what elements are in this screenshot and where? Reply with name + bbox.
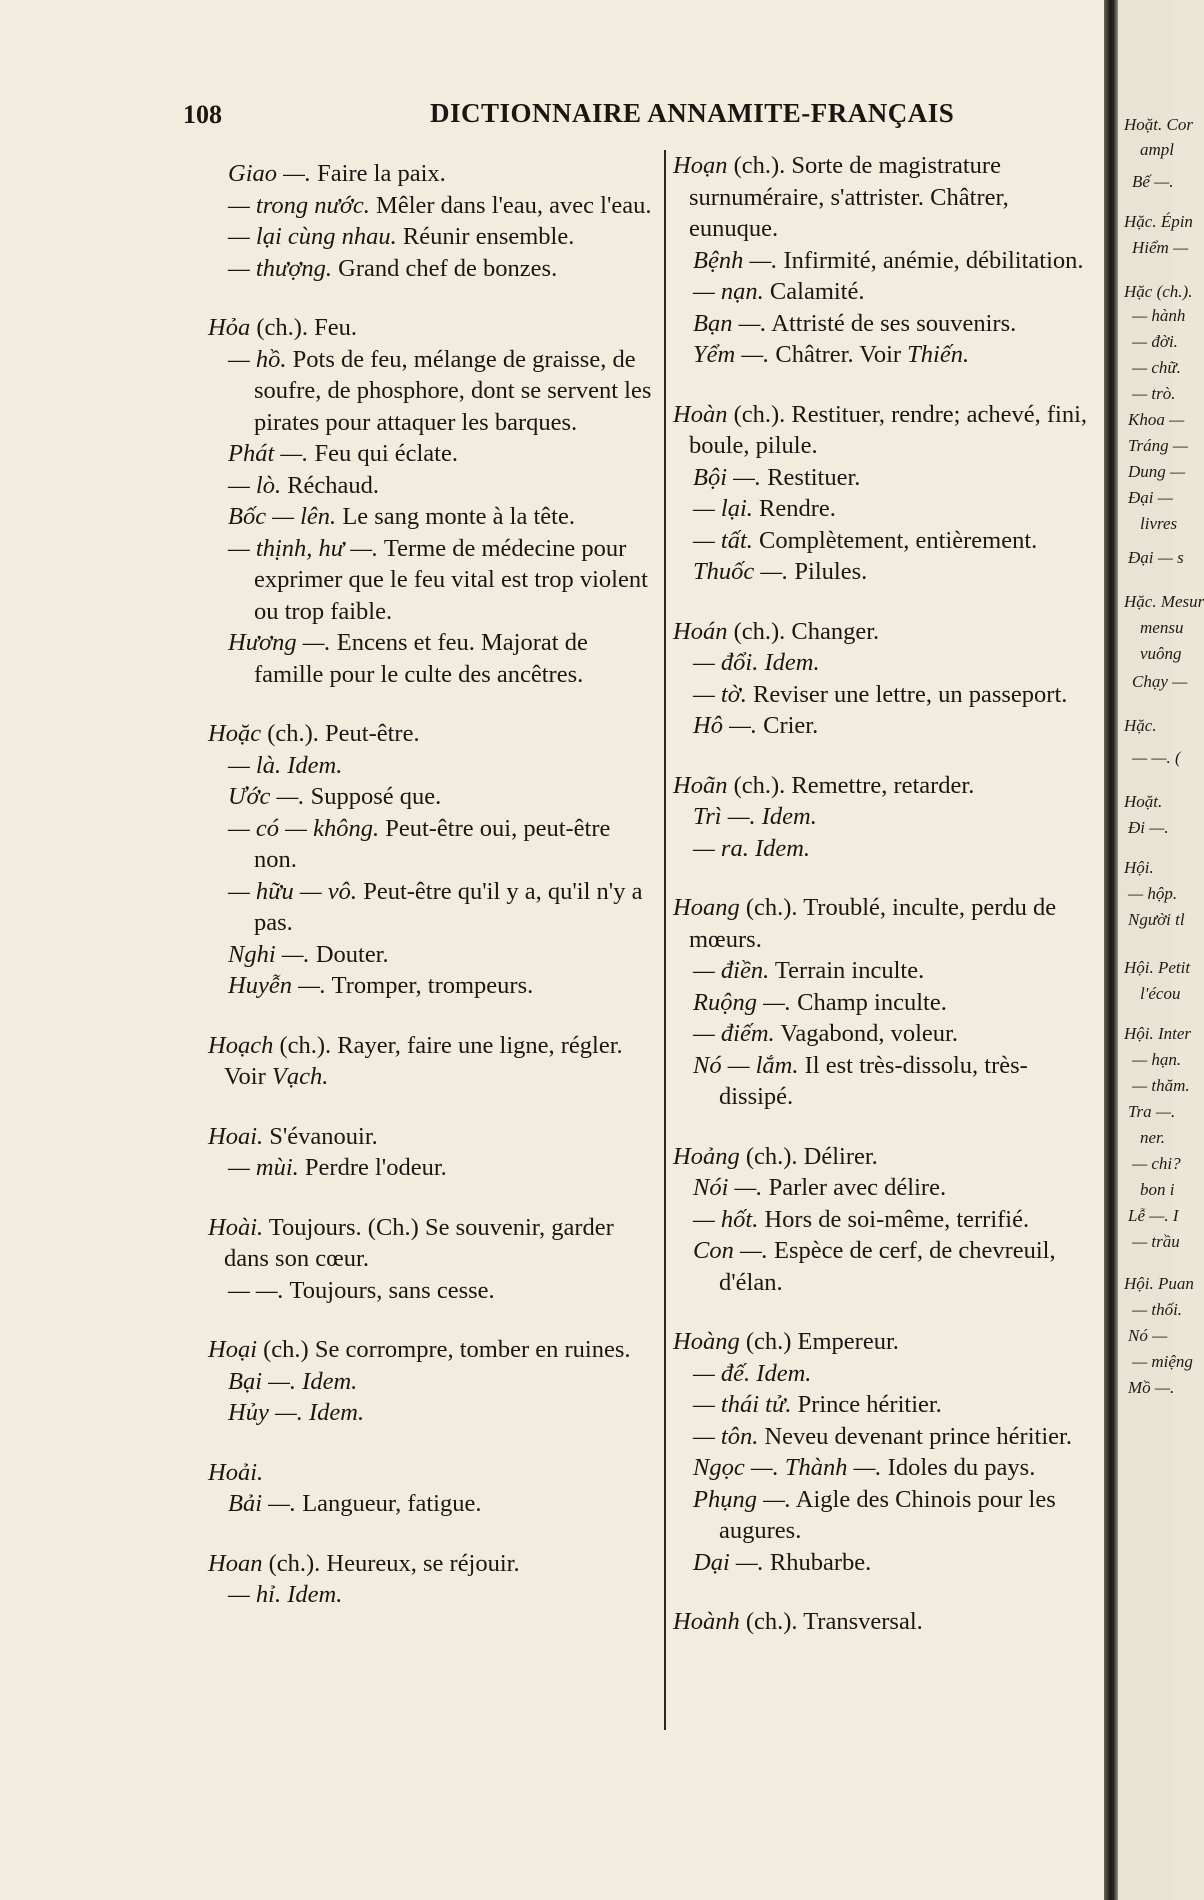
fragment: Hoặt. (1124, 792, 1163, 811)
fragment: Hội. Petit (1124, 958, 1191, 977)
fragment: Bế —. (1132, 172, 1174, 191)
page-header (0, 98, 1100, 138)
left-column (208, 158, 653, 1639)
fragment: Hiểm — (1132, 238, 1189, 257)
headword: Hoài. (208, 1213, 264, 1241)
entry-hoang: Hoang (ch.). Troublé, inculte, perdu de mœurs. — điền. Terrain inculte. Ruộng —. Champ inculte. — điếm. Vagabond, voleur. Nó — lắm. Il est très-dissolu, très-dissipé. (673, 894, 1057, 1110)
fragment: Dung — (1128, 462, 1186, 481)
fragment: Tra —. (1128, 1102, 1176, 1121)
fragment: Người tl (1128, 910, 1185, 929)
fragment: Khoa — (1128, 410, 1185, 429)
headword: Hoảng (673, 1142, 740, 1170)
entry-giao: Giao —. Faire la paix. — trong nước. Mêler dans l'eau, avec l'eau. — lại cùng nhau. Réunir ensemble. — thượng. Grand chef de bonzes. (228, 160, 652, 282)
right-column (673, 150, 1101, 1666)
entry-hoan-5: Hoãn (ch.). Remettre, retarder. Trì —. Idem. — ra. Idem. (673, 771, 975, 862)
entry-hoai-3: Hoại (ch.) Se corrompre, tomber en ruines. Bại —. Idem. Hủy —. Idem. (208, 1336, 631, 1426)
fragment: — miệng (1132, 1352, 1193, 1371)
headword: Hoãn (673, 771, 728, 799)
entry-hoac: Hoặc (ch.). Peut-être. — là. Idem. Ước —. Supposé que. — có — không. Peut-être oui, peut-être non. — hữu — vô. Peut-être qu'il y a, qu'il n'y a pas. Nghi —. Douter. Huyễn —. Tromper, trompeurs. (208, 720, 643, 999)
fragment: — hộp. (1128, 884, 1178, 903)
entry-hoang-3: Hoàng (ch.) Empereur. — đế. Idem. — thái tử. Prince héritier. — tôn. Neveu devenant prince héritier. Ngọc —. Thành —. Idoles du pays. Phụng —. Aigle des Chinois pour les augures. Dại —. Rhubarbe. (673, 1328, 1072, 1576)
fragment: Đại — (1128, 488, 1173, 507)
fragment: — chi? (1132, 1154, 1181, 1173)
fragment: Đi —. (1128, 818, 1169, 837)
fragment: Hội. Puan (1124, 1274, 1194, 1293)
headword: Hỏa (208, 314, 251, 341)
fragment: — —. ( (1132, 748, 1181, 767)
fragment: Chạy — (1132, 672, 1188, 691)
fragment: Hoặt. Cor (1124, 115, 1193, 134)
fragment: Hặc. Mesur (1124, 592, 1204, 611)
fragment: Nó — (1128, 1326, 1168, 1345)
fragment: Tráng — (1128, 436, 1188, 455)
fragment: ampl (1140, 140, 1174, 159)
fragment: — trò. (1132, 384, 1176, 403)
headword: Hoại (208, 1336, 257, 1363)
page-number: 108 (183, 100, 222, 129)
entry-hoang-2: Hoảng (ch.). Délirer. Nói —. Parler avec délire. — hốt. Hors de soi-même, terrifié. Con —. Espèce de cerf, de chevreuil, d'élan. (673, 1142, 1056, 1296)
entry-hoan-2: Hoạn (ch.). Sorte de magistrature surnuméraire, s'attrister. Châtrer, eunuque. Bệnh —. Infirmité, anémie, débilitation. — nạn. Calamité. Bạn —. Attristé de ses souvenirs. Yểm —. Châtrer. Voir Thiến. (673, 152, 1084, 368)
headword: Hoang (673, 894, 740, 921)
entry-hoan-4: Hoán (ch.). Changer. — đổi. Idem. — tờ. Reviser une lettre, un passeport. Hô —. Crier. (673, 617, 1068, 739)
entry-hoan-3: Hoàn (ch.). Restituer, rendre; achevé, fini, boule, pilule. Bội —. Restituer. — lại. Rendre. — tất. Complètement, entièrement. Thuốc —. Pilules. (673, 400, 1088, 585)
adjacent-page-edge (1118, 0, 1204, 1900)
fragment: l'écou (1140, 984, 1181, 1003)
fragment: Hội. Inter (1124, 1024, 1192, 1043)
fragment: Hặc. Épin (1124, 212, 1193, 231)
fragment: Hặc. (1124, 716, 1157, 735)
headword: Hoàng (673, 1328, 740, 1355)
fragment: — trầu (1132, 1232, 1180, 1251)
headword: Hoan (208, 1549, 263, 1577)
fragment: — chữ. (1132, 358, 1181, 377)
fragment: Hặc (ch.). (1124, 282, 1193, 301)
headword: Hoải. (208, 1458, 264, 1486)
fragment: — đời. (1132, 332, 1178, 351)
fragment: ner. (1140, 1128, 1166, 1147)
entry-hoach: Hoạch (ch.). Rayer, faire une ligne, régler. Voir Vạch. (208, 1031, 623, 1090)
fragment: — thối. (1132, 1300, 1183, 1319)
headword: Hoàn (673, 400, 728, 428)
fragment: Hội. (1124, 858, 1154, 877)
headword: Hoai. (208, 1122, 264, 1150)
fragment: vuông (1140, 644, 1182, 663)
fragment: Mồ —. (1128, 1378, 1175, 1397)
column-divider (664, 150, 666, 1730)
headword: Hoạch (208, 1031, 274, 1059)
headword: Hoạn (673, 152, 728, 179)
fragment: mensu (1140, 618, 1184, 637)
headword: Hoán (673, 617, 728, 645)
page-title: DICTIONNAIRE ANNAMITE-FRANÇAIS (430, 98, 955, 128)
entry-hoanh: Hoành (ch.). Transversal. (673, 1608, 923, 1635)
fragment: livres (1140, 514, 1178, 533)
entry-hoai-2: Hoài. Toujours. (Ch.) Se souvenir, garder dans son cœur. — —. Toujours, sans cesse. (208, 1213, 614, 1304)
entry-hoa: Hỏa (ch.). Feu. — hồ. Pots de feu, mélange de graisse, de soufre, de phosphore, dont se servent les pirates pour attaquer les barques. Phát —. Feu qui éclate. — lò. Réchaud. Bốc — lên. Le sang monte à la tête. — thịnh, hư —. Terme de médecine pour exprimer que le feu vital est trop violent ou trop faible. Hương —. Encens et feu. Majorat de famille pour le culte des ancêtres. (208, 314, 652, 688)
entry-hoai-4: Hoải. Bải —. Langueur, fatigue. (208, 1458, 482, 1517)
book-gutter (1104, 0, 1118, 1900)
fragment: — thăm. (1132, 1076, 1190, 1095)
fragment: Đại — s (1128, 548, 1184, 567)
fragment: — hạn. (1132, 1050, 1182, 1069)
entry-hoai: Hoai. S'évanouir. — mùi. Perdre l'odeur. (208, 1122, 447, 1181)
fragment: bon i (1140, 1180, 1175, 1199)
entry-hoan: Hoan (ch.). Heureux, se réjouir. — hỉ. Idem. (208, 1549, 520, 1608)
headword: Hoặc (208, 720, 262, 747)
fragment: — hành (1132, 306, 1186, 325)
fragment: Lễ —. I (1128, 1206, 1179, 1225)
headword: Hoành (673, 1608, 740, 1635)
